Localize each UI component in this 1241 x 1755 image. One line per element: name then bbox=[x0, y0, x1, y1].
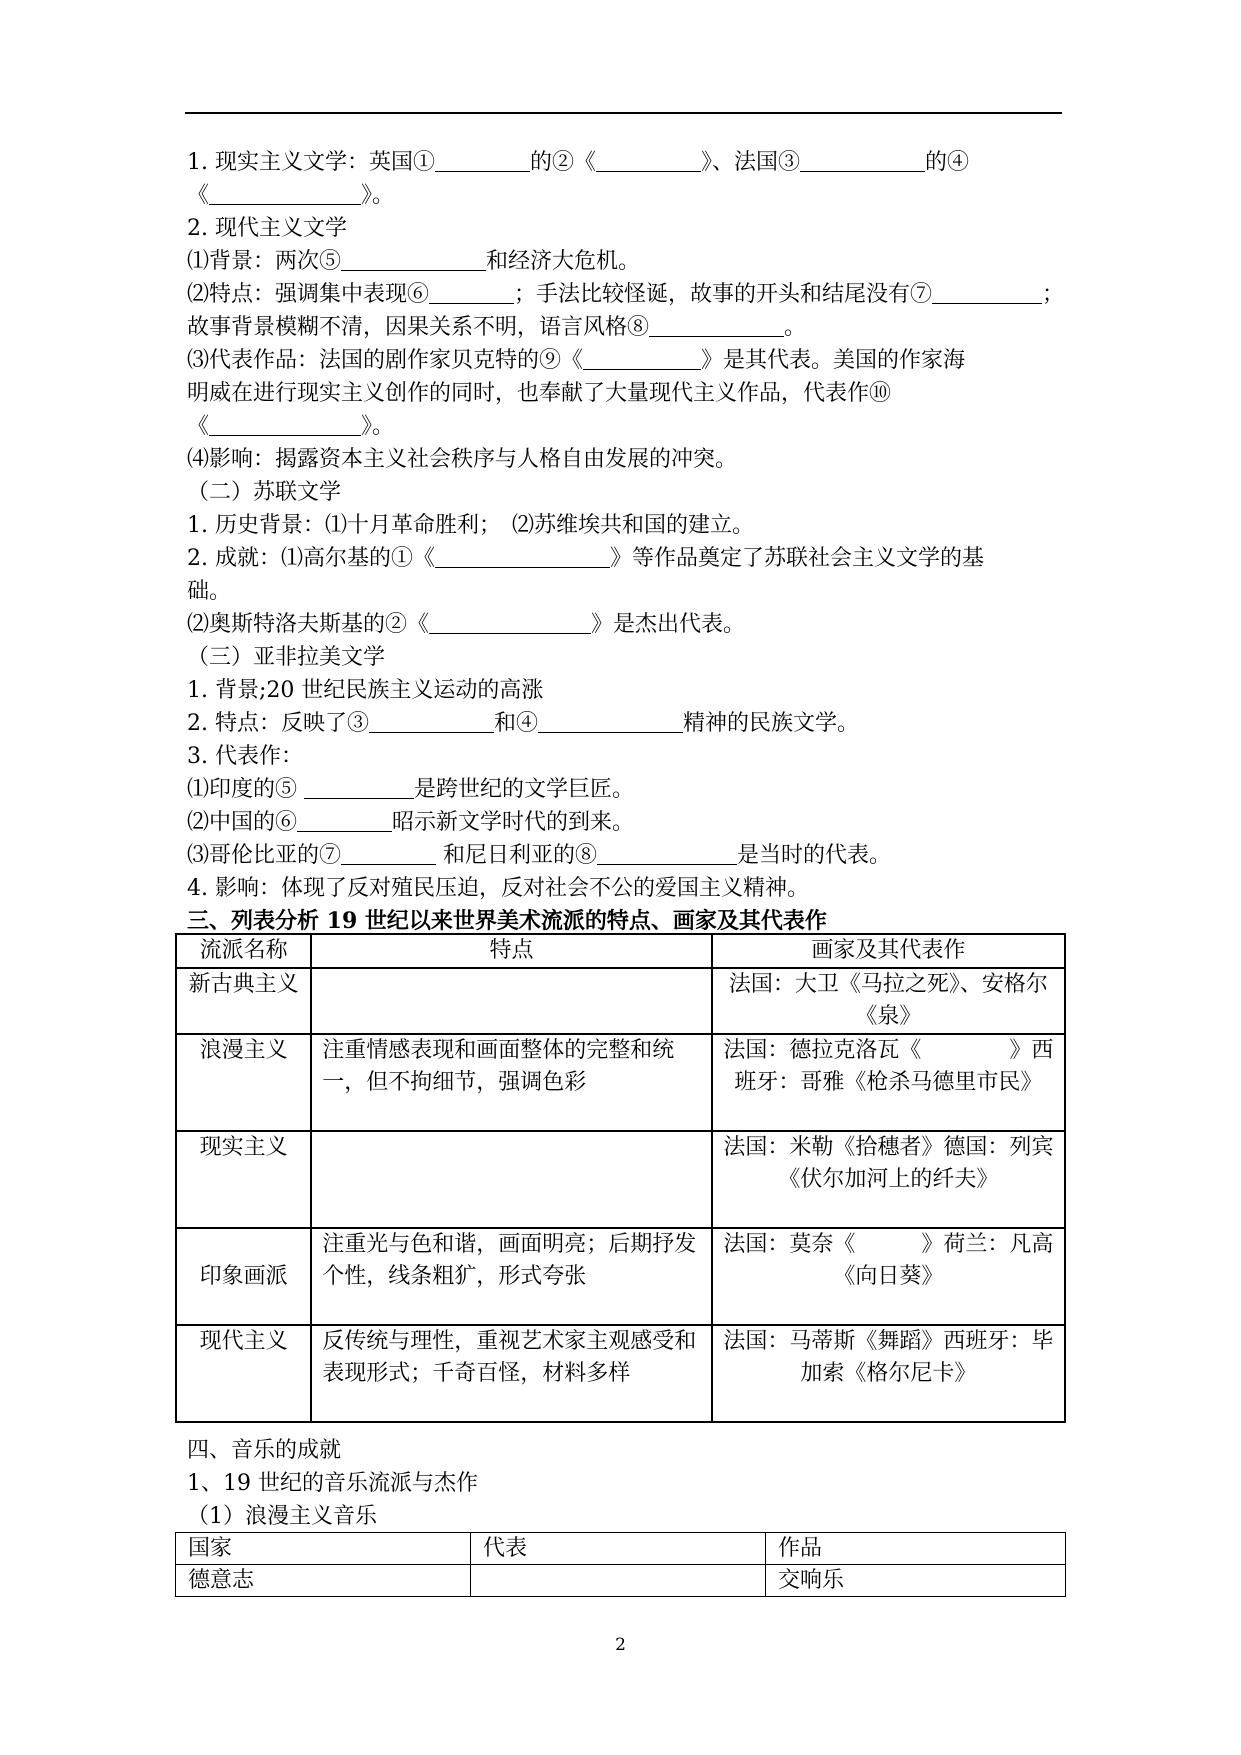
school-feature: 反传统与理性，重视艺术家主观感受和表现形式；千奇百怪，材料多样 bbox=[311, 1325, 712, 1422]
page-number: 2 bbox=[615, 1635, 626, 1655]
line-text: ； bbox=[1042, 282, 1065, 307]
fill-in-blank[interactable] bbox=[538, 710, 683, 733]
text-line bbox=[187, 839, 1142, 872]
school-feature bbox=[311, 1131, 712, 1228]
text-line bbox=[187, 707, 1142, 740]
table-row bbox=[176, 1533, 1066, 1565]
line-text: ⑵奥斯特洛夫斯基的②《 bbox=[187, 612, 430, 637]
school-works: 法国：米勒《拾穗者》德国：列宾《伏尔加河上的纤夫》 bbox=[712, 1131, 1065, 1228]
fill-in-blank[interactable] bbox=[597, 842, 737, 865]
line-text: ⑴背景：两次⑤ bbox=[187, 249, 342, 274]
school-feature: 注重情感表现和画面整体的完整和统一，但不拘细节，强调色彩 bbox=[311, 1034, 712, 1131]
line-text: 1. 历史背景：⑴十月革命胜利； ⑵苏维埃共和国的建立。 bbox=[187, 513, 754, 538]
school-feature bbox=[311, 968, 712, 1034]
text-line bbox=[187, 740, 1142, 773]
line-text: 》。 bbox=[361, 414, 395, 439]
table-row bbox=[176, 1228, 1065, 1325]
line-text: ⑷影响：揭露资本主义社会秩序与人格自由发展的冲突。 bbox=[187, 447, 738, 472]
text-line bbox=[187, 179, 1142, 212]
header-works: 作品 bbox=[766, 1533, 1066, 1565]
school-name: 印象画派 bbox=[176, 1228, 311, 1325]
line-text: 明威在进行现实主义创作的同时，也奉献了大量现代主义作品，代表作⑩ bbox=[187, 381, 892, 406]
table-row bbox=[176, 934, 1065, 968]
line-text: ⑵中国的⑥ bbox=[187, 810, 298, 835]
line-text: ⑵特点：强调集中表现⑥ bbox=[187, 282, 430, 307]
text-line bbox=[187, 509, 1142, 542]
fill-in-blank[interactable] bbox=[800, 149, 925, 172]
line-text: 故事背景模糊不清，因果关系不明，语言风格⑧ bbox=[187, 315, 650, 340]
text-line bbox=[187, 344, 1142, 377]
fill-in-blank[interactable] bbox=[583, 347, 701, 370]
header-country: 国家 bbox=[176, 1533, 471, 1565]
subsection-heading: （1）浪漫主义音乐 bbox=[187, 1504, 377, 1529]
header-school-name: 流派名称 bbox=[176, 934, 311, 968]
line-text: 1. 背景;20 世纪民族主义运动的高涨 bbox=[187, 678, 544, 703]
line-text: 是跨世纪的文学巨匠。 bbox=[414, 777, 635, 802]
fill-in-blank[interactable] bbox=[297, 809, 392, 832]
fill-in-blank[interactable] bbox=[341, 842, 436, 865]
fill-in-blank[interactable] bbox=[596, 149, 701, 172]
school-name: 现代主义 bbox=[176, 1325, 311, 1422]
line-text: 2. 现代主义文学 bbox=[187, 216, 347, 241]
text-line bbox=[187, 212, 1142, 245]
line-text: ；手法比较怪诞，故事的开头和结尾没有⑦ bbox=[514, 282, 933, 307]
line-text: ⑶代表作品：法国的剧作家贝克特的⑨《 bbox=[187, 348, 584, 373]
header-rule bbox=[185, 112, 1062, 114]
line-text: 3. 代表作： bbox=[187, 744, 303, 769]
fill-in-blank[interactable] bbox=[429, 281, 514, 304]
school-feature: 注重光与色和谐，画面明亮；后期抒发个性，线条粗犷，形式夸张 bbox=[311, 1228, 712, 1325]
line-text: 》是其代表。美国的作家海 bbox=[701, 348, 966, 373]
text-line bbox=[187, 806, 1142, 839]
fill-in-blank[interactable] bbox=[435, 149, 530, 172]
line-text: 三、列表分析 19 世纪以来世界美术流派的特点、画家及其代表作 bbox=[187, 908, 827, 934]
table-row bbox=[176, 1131, 1065, 1228]
music-country: 德意志 bbox=[176, 1565, 471, 1597]
section-heading: 四、音乐的成就 bbox=[187, 1438, 342, 1463]
worksheet-body bbox=[187, 146, 1142, 938]
text-line bbox=[187, 278, 1142, 311]
line-text: 4. 影响：体现了反对殖民压迫，反对社会不公的爱国主义精神。 bbox=[187, 876, 809, 901]
school-works: 法国：德拉克洛瓦《 》西班牙：哥雅《枪杀马德里市民》 bbox=[712, 1034, 1065, 1131]
fill-in-blank[interactable] bbox=[304, 776, 414, 799]
fill-in-blank[interactable] bbox=[932, 281, 1042, 304]
music-works: 交响乐 bbox=[766, 1565, 1066, 1597]
subsection-heading: 1、19 世纪的音乐流派与杰作 bbox=[187, 1471, 478, 1496]
header-feature: 特点 bbox=[311, 934, 712, 968]
fill-in-blank[interactable] bbox=[429, 611, 591, 634]
fill-in-blank[interactable] bbox=[341, 248, 486, 271]
header-works: 画家及其代表作 bbox=[712, 934, 1065, 968]
line-text: 的②《 bbox=[529, 150, 596, 175]
line-text: 1. 现实主义文学：英国① bbox=[187, 150, 435, 175]
line-text: 》等作品奠定了苏联社会主义文学的基 bbox=[609, 546, 984, 571]
table-row bbox=[176, 968, 1065, 1034]
school-name: 浪漫主义 bbox=[176, 1034, 311, 1131]
line-text: 的④ bbox=[925, 150, 970, 175]
line-text: 和经济大危机。 bbox=[486, 249, 641, 274]
line-text: ⑴印度的⑤ bbox=[187, 777, 304, 802]
school-name: 现实主义 bbox=[176, 1131, 311, 1228]
fill-in-blank[interactable] bbox=[435, 545, 610, 568]
fill-in-blank[interactable] bbox=[369, 710, 494, 733]
header-representative: 代表 bbox=[471, 1533, 766, 1565]
line-text: 是当时的代表。 bbox=[737, 843, 892, 868]
line-text: 》、法国③ bbox=[701, 150, 801, 175]
line-text: （三）亚非拉美文学 bbox=[187, 645, 386, 670]
text-line bbox=[187, 608, 1142, 641]
line-text: 2. 特点：反映了③ bbox=[187, 711, 369, 736]
line-text: 》是杰出代表。 bbox=[591, 612, 746, 637]
music-table bbox=[175, 1532, 1066, 1597]
line-text: （二）苏联文学 bbox=[187, 480, 342, 505]
music-section bbox=[187, 1434, 1142, 1533]
table-row bbox=[176, 1565, 1066, 1597]
line-text: 昭示新文学时代的到来。 bbox=[392, 810, 635, 835]
school-name: 新古典主义 bbox=[176, 968, 311, 1034]
text-line bbox=[187, 377, 1142, 410]
school-works: 法国：莫奈《 》荷兰：凡高《向日葵》 bbox=[712, 1228, 1065, 1325]
fill-in-blank[interactable] bbox=[209, 413, 361, 436]
text-line bbox=[187, 674, 1142, 707]
line-text: 2. 成就：⑴高尔基的①《 bbox=[187, 546, 435, 571]
text-line bbox=[187, 410, 1142, 443]
line-text: 和尼日利亚的⑧ bbox=[436, 843, 598, 868]
text-line bbox=[187, 773, 1142, 806]
line-text: 础。 bbox=[187, 579, 232, 604]
text-line bbox=[187, 575, 1142, 608]
text-line bbox=[187, 872, 1142, 905]
line-text: 。 bbox=[784, 315, 807, 340]
line-text: 《 bbox=[187, 414, 210, 439]
text-line bbox=[187, 476, 1142, 509]
text-line bbox=[187, 146, 1142, 179]
table-row bbox=[176, 1034, 1065, 1131]
text-line bbox=[187, 311, 1142, 344]
music-representative bbox=[471, 1565, 766, 1597]
text-line bbox=[187, 443, 1142, 476]
line-text: 和④ bbox=[493, 711, 538, 736]
text-line bbox=[187, 641, 1142, 674]
fill-in-blank[interactable] bbox=[209, 182, 361, 205]
line-text: ⑶哥伦比亚的⑦ bbox=[187, 843, 342, 868]
line-text: 》。 bbox=[361, 183, 395, 208]
text-line bbox=[187, 245, 1142, 278]
table-row bbox=[176, 1325, 1065, 1422]
text-line bbox=[187, 542, 1142, 575]
fill-in-blank[interactable] bbox=[649, 314, 784, 337]
line-text: 精神的民族文学。 bbox=[683, 711, 860, 736]
school-works: 法国：马蒂斯《舞蹈》西班牙：毕加索《格尔尼卡》 bbox=[712, 1325, 1065, 1422]
line-text: 《 bbox=[187, 183, 210, 208]
art-schools-table bbox=[175, 933, 1066, 1423]
school-works: 法国：大卫《马拉之死》、安格尔《泉》 bbox=[712, 968, 1065, 1034]
